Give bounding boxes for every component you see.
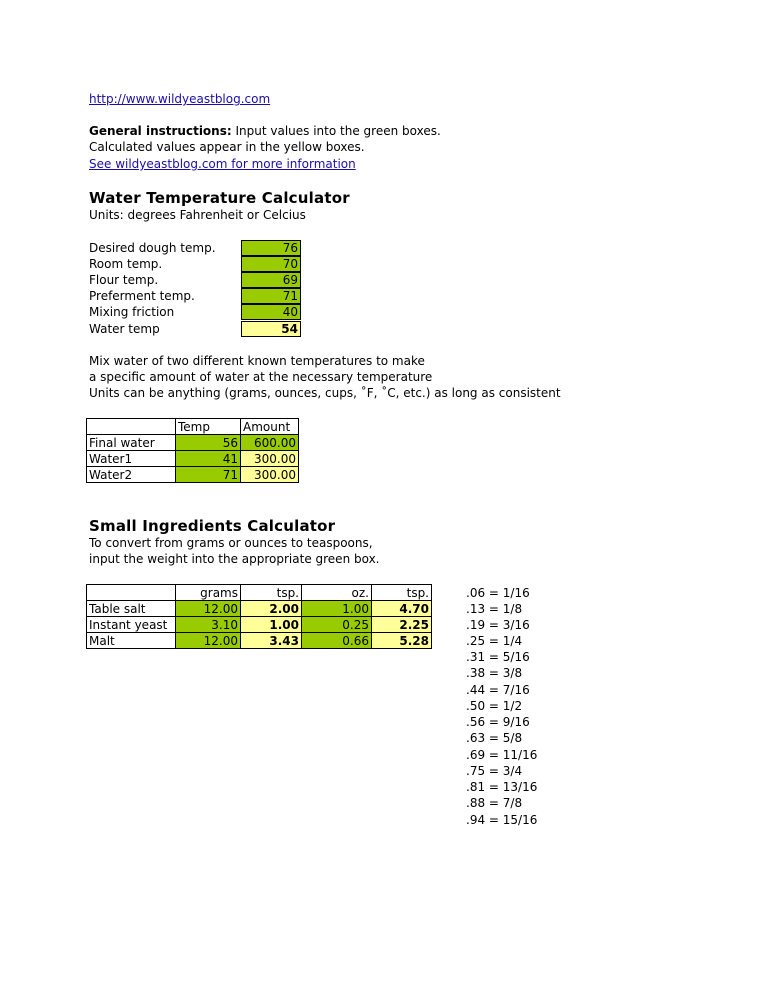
table-header-cell: oz. [302, 585, 372, 601]
table-row [87, 633, 432, 649]
row-label: Malt [87, 633, 176, 649]
water-row-label: Preferment temp. [89, 289, 195, 303]
fraction-item: .38 = 3/8 [466, 666, 523, 680]
small-ingredients-table [86, 584, 432, 649]
salt-grams-input[interactable]: 12.00 [176, 601, 241, 617]
water-row-label: Room temp. [89, 257, 163, 271]
table-header-cell [87, 419, 176, 435]
small-calc-text-1: To convert from grams or ounces to teaspoons, [89, 536, 373, 550]
table-header-cell: tsp. [241, 585, 302, 601]
yeast-tsp-grams-result: 1.00 [241, 617, 302, 633]
salt-oz-input[interactable]: 1.00 [302, 601, 372, 617]
yeast-grams-input[interactable]: 3.10 [176, 617, 241, 633]
preferment-temp-input[interactable]: 71 [241, 288, 301, 304]
row-label: Water2 [87, 467, 176, 483]
fraction-item: .94 = 15/16 [466, 813, 538, 827]
fraction-item: .13 = 1/8 [466, 602, 523, 616]
malt-tsp-grams-result: 3.43 [241, 633, 302, 649]
final-water-temp-input[interactable]: 56 [176, 435, 241, 451]
instructions-text: Input values into the green boxes. [231, 124, 441, 138]
row-label: Instant yeast [87, 617, 176, 633]
water-row-label: Mixing friction [89, 305, 175, 319]
malt-tsp-oz-result: 5.28 [372, 633, 432, 649]
yeast-oz-input[interactable]: 0.25 [302, 617, 372, 633]
fraction-item: .81 = 13/16 [466, 780, 538, 794]
fraction-item: .50 = 1/2 [466, 699, 523, 713]
water1-amount-result: 300.00 [241, 451, 299, 467]
row-label: Water1 [87, 451, 176, 467]
table-header-row [87, 419, 299, 435]
table-row [87, 467, 299, 483]
table-row [87, 435, 299, 451]
small-calc-title: Small Ingredients Calculator [89, 517, 336, 535]
fraction-item: .69 = 11/16 [466, 748, 538, 762]
fraction-item: .06 = 1/16 [466, 586, 530, 600]
fraction-item: .25 = 1/4 [466, 634, 523, 648]
fraction-item: .56 = 9/16 [466, 715, 530, 729]
flour-temp-input[interactable]: 69 [241, 272, 301, 288]
fraction-item: .44 = 7/16 [466, 683, 530, 697]
table-header-row [87, 585, 432, 601]
row-label: Final water [87, 435, 176, 451]
mix-water-text-1: Mix water of two different known temperatures to make [89, 354, 425, 368]
salt-tsp-oz-result: 4.70 [372, 601, 432, 617]
water-row-label: Flour temp. [89, 273, 159, 287]
small-calc-text-2: input the weight into the appropriate green box. [89, 552, 380, 566]
water2-temp-input[interactable]: 71 [176, 467, 241, 483]
water1-temp-input[interactable]: 41 [176, 451, 241, 467]
water-row-label: Desired dough temp. [89, 241, 216, 255]
table-header-cell: Amount [241, 419, 299, 435]
fraction-item: .19 = 3/16 [466, 618, 530, 632]
table-row [87, 617, 432, 633]
water2-amount-result: 300.00 [241, 467, 299, 483]
mix-water-text-2: a specific amount of water at the necessary temperature [89, 370, 433, 384]
water-temp-label: Water temp [89, 322, 160, 336]
row-label: Table salt [87, 601, 176, 617]
instructions-line-1 [89, 123, 441, 139]
fraction-item: .88 = 7/8 [466, 796, 523, 810]
room-temp-input[interactable]: 70 [241, 256, 301, 272]
final-water-amount-input[interactable]: 600.00 [241, 435, 299, 451]
instructions-bold-label: General instructions: [89, 124, 232, 138]
table-header-cell [87, 585, 176, 601]
fraction-item: .63 = 5/8 [466, 731, 523, 745]
fraction-item: .31 = 5/16 [466, 650, 530, 664]
table-header-cell: Temp [176, 419, 241, 435]
desired-dough-temp-input[interactable]: 76 [241, 240, 301, 256]
mix-water-table [86, 418, 299, 483]
mix-water-text-3: Units can be anything (grams, ounces, cups, ˚F, ˚C, etc.) as long as consistent [89, 386, 561, 400]
water-calc-title: Water Temperature Calculator [89, 189, 350, 207]
mixing-friction-input[interactable]: 40 [241, 304, 301, 320]
malt-grams-input[interactable]: 12.00 [176, 633, 241, 649]
table-header-cell: tsp. [372, 585, 432, 601]
water-calc-units: Units: degrees Fahrenheit or Celcius [89, 208, 306, 222]
fraction-item: .75 = 3/4 [466, 764, 523, 778]
malt-oz-input[interactable]: 0.66 [302, 633, 372, 649]
more-info-link[interactable]: See wildyeastblog.com for more information [89, 157, 356, 171]
table-row [87, 451, 299, 467]
water-temp-result: 54 [241, 321, 301, 337]
yeast-tsp-oz-result: 2.25 [372, 617, 432, 633]
instructions-line-2: Calculated values appear in the yellow boxes. [89, 140, 365, 154]
table-header-cell: grams [176, 585, 241, 601]
salt-tsp-grams-result: 2.00 [241, 601, 302, 617]
table-row [87, 601, 432, 617]
url-link[interactable]: http://www.wildyeastblog.com [89, 92, 271, 106]
